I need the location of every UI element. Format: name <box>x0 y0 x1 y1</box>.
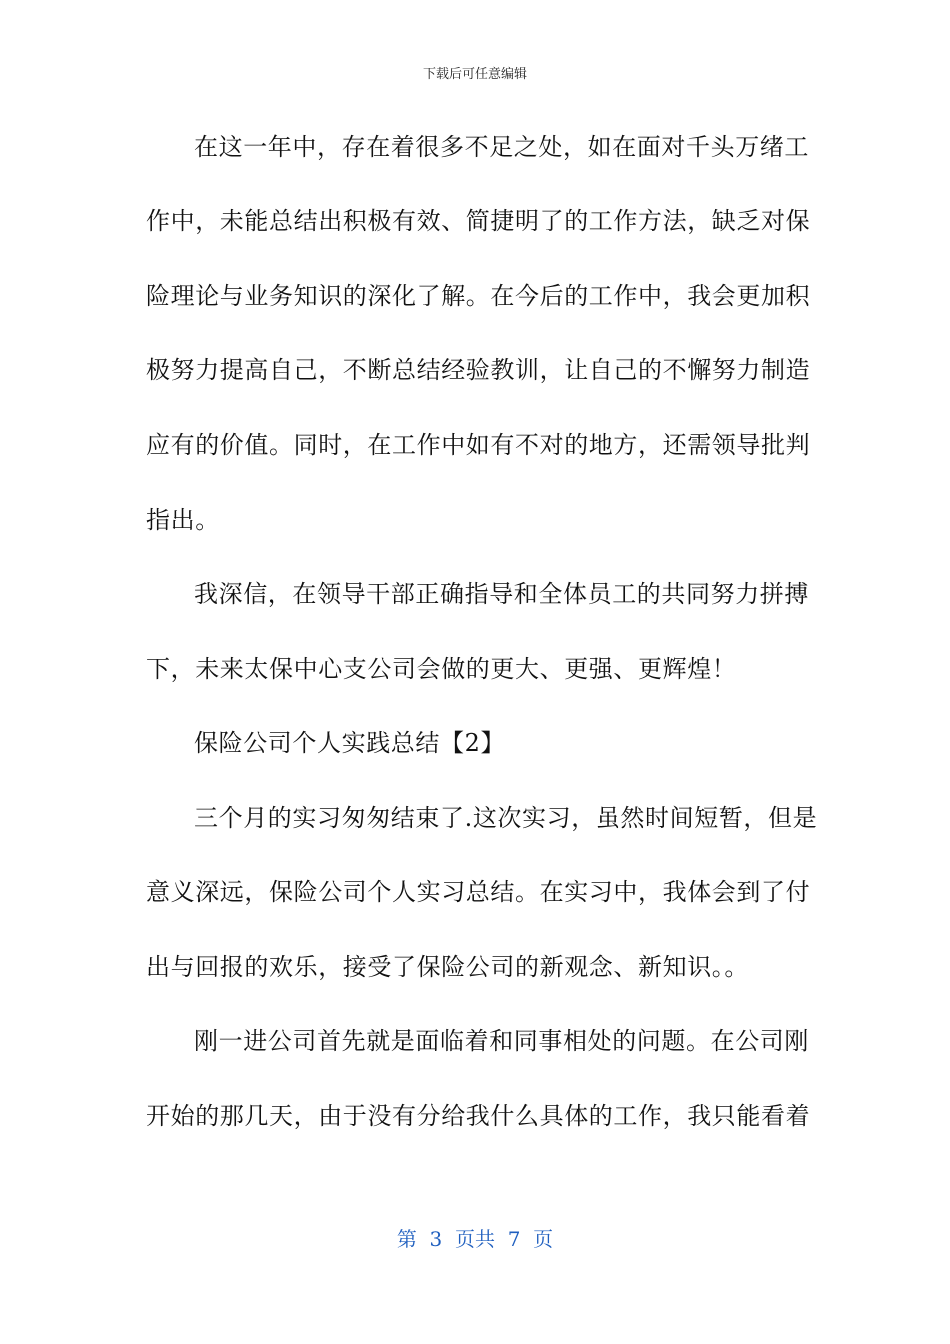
paragraph-1-line-5: 应有的价值。同时，在工作中如有不对的地方，还需领导批判 <box>146 431 811 459</box>
paragraph-2-line-1: 我深信，在领导干部正确指导和全体员工的共同努力拼搏 <box>194 580 809 608</box>
paragraph-3-line-1: 三个月的实习匆匆结束了.这次实习，虽然时间短暂，但是 <box>194 804 818 832</box>
page-header: 下载后可任意编辑 <box>422 67 527 82</box>
section-title: 保险公司个人实践总结【2】 <box>194 729 506 757</box>
paragraph-1-line-4: 极努力提高自己，不断总结经验教训，让自己的不懈努力制造 <box>146 356 811 384</box>
paragraph-2-line-2: 下，未来太保中心支公司会做的更大、更强、更辉煌！ <box>146 655 737 683</box>
paragraph-3-line-2: 意义深远，保险公司个人实习总结。在实习中，我体会到了付 <box>146 878 811 906</box>
paragraph-1-line-6: 指出。 <box>146 506 220 534</box>
page-number-footer: 第 3 页共 7 页 <box>396 1227 554 1251</box>
paragraph-1-line-2: 作中，未能总结出积极有效、简捷明了的工作方法，缺乏对保 <box>146 207 811 235</box>
paragraph-1-line-1: 在这一年中，存在着很多不足之处，如在面对千头万绪工 <box>194 133 809 161</box>
paragraph-1-line-3: 险理论与业务知识的深化了解。在今后的工作中，我会更加积 <box>146 282 811 310</box>
paragraph-3-line-3: 出与回报的欢乐，接受了保险公司的新观念、新知识。。 <box>146 953 749 981</box>
paragraph-4-line-2: 开始的那几天，由于没有分给我什么具体的工作，我只能看着 <box>146 1102 811 1130</box>
paragraph-4-line-1: 刚一进公司首先就是面临着和同事相处的问题。在公司刚 <box>194 1027 809 1055</box>
